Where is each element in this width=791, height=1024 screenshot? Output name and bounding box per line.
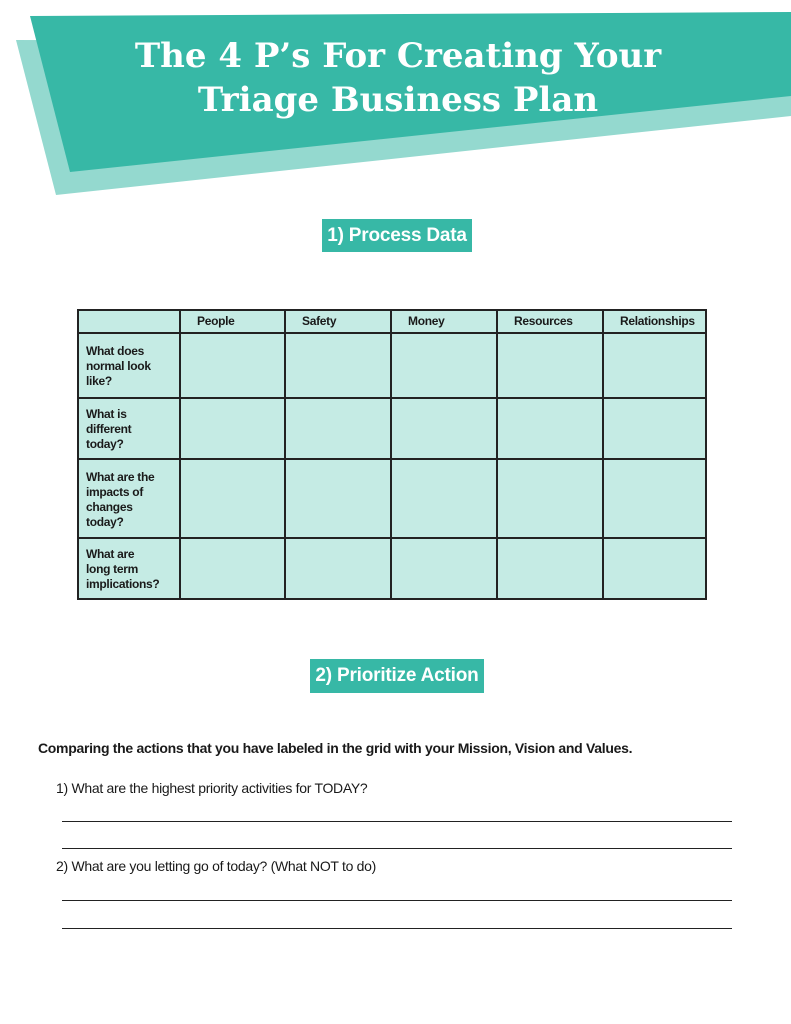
grid-cell[interactable]	[603, 398, 706, 459]
row-label-line: normal look	[86, 358, 151, 373]
column-header-resources: Resources	[497, 310, 603, 333]
row-label-impacts	[78, 459, 180, 538]
grid-corner-cell	[78, 310, 180, 333]
grid-cell[interactable]	[285, 538, 391, 599]
answer-line[interactable]	[62, 848, 732, 849]
grid-cell[interactable]	[603, 538, 706, 599]
process-data-grid	[77, 309, 707, 600]
grid-cell[interactable]	[391, 459, 497, 538]
row-label-line: implications?	[86, 576, 160, 591]
row-label-long-term	[78, 538, 180, 599]
question-1: 1) What are the highest priority activities for TODAY?	[56, 780, 368, 796]
row-label-line: different	[86, 422, 132, 437]
grid-row	[78, 538, 706, 599]
title-line-1: The 4 P’s For Creating Your	[134, 36, 662, 76]
row-label-line: like?	[86, 373, 112, 388]
grid-row	[78, 459, 706, 538]
grid-cell[interactable]	[391, 333, 497, 398]
grid-cell[interactable]	[497, 538, 603, 599]
row-label-line: What is	[86, 407, 127, 422]
question-2: 2) What are you letting go of today? (What NOT to do)	[56, 858, 377, 874]
grid-row	[78, 333, 706, 398]
grid-cell[interactable]	[285, 398, 391, 459]
grid-cell[interactable]	[285, 333, 391, 398]
row-label-line: What does	[86, 343, 144, 358]
row-label-different	[78, 398, 180, 459]
grid-header-row	[78, 310, 706, 333]
grid-cell[interactable]	[180, 538, 285, 599]
row-label-line: today?	[86, 514, 124, 529]
grid-cell[interactable]	[497, 333, 603, 398]
column-header-money: Money	[391, 310, 497, 333]
grid-cell[interactable]	[603, 333, 706, 398]
grid-cell[interactable]	[391, 538, 497, 599]
page-title	[60, 34, 736, 122]
column-header-people: People	[180, 310, 285, 333]
grid-row	[78, 398, 706, 459]
grid-cell[interactable]	[391, 398, 497, 459]
grid-cell[interactable]	[285, 459, 391, 538]
section-heading-process-data: 1) Process Data	[322, 219, 472, 252]
column-header-safety: Safety	[285, 310, 391, 333]
row-label-line: today?	[86, 437, 124, 452]
grid-cell[interactable]	[180, 333, 285, 398]
answer-line[interactable]	[62, 900, 732, 901]
title-line-2: Triage Business Plan	[197, 80, 599, 120]
row-label-normal	[78, 333, 180, 398]
answer-line[interactable]	[62, 928, 732, 929]
row-label-line: impacts of	[86, 484, 144, 499]
grid-cell[interactable]	[180, 398, 285, 459]
section-heading-prioritize-action: 2) Prioritize Action	[310, 659, 484, 693]
grid-cell[interactable]	[497, 459, 603, 538]
row-label-line: What are the	[86, 469, 155, 484]
grid-cell[interactable]	[180, 459, 285, 538]
answer-line[interactable]	[62, 821, 732, 822]
row-label-line: long term	[86, 561, 138, 576]
instruction-text: Comparing the actions that you have labeled in the grid with your Mission, Vision and Values.	[38, 740, 633, 756]
row-label-line: changes	[86, 499, 133, 514]
grid-cell[interactable]	[603, 459, 706, 538]
column-header-relationships: Relationships	[603, 310, 706, 333]
row-label-line: What are	[86, 546, 135, 561]
grid-cell[interactable]	[497, 398, 603, 459]
